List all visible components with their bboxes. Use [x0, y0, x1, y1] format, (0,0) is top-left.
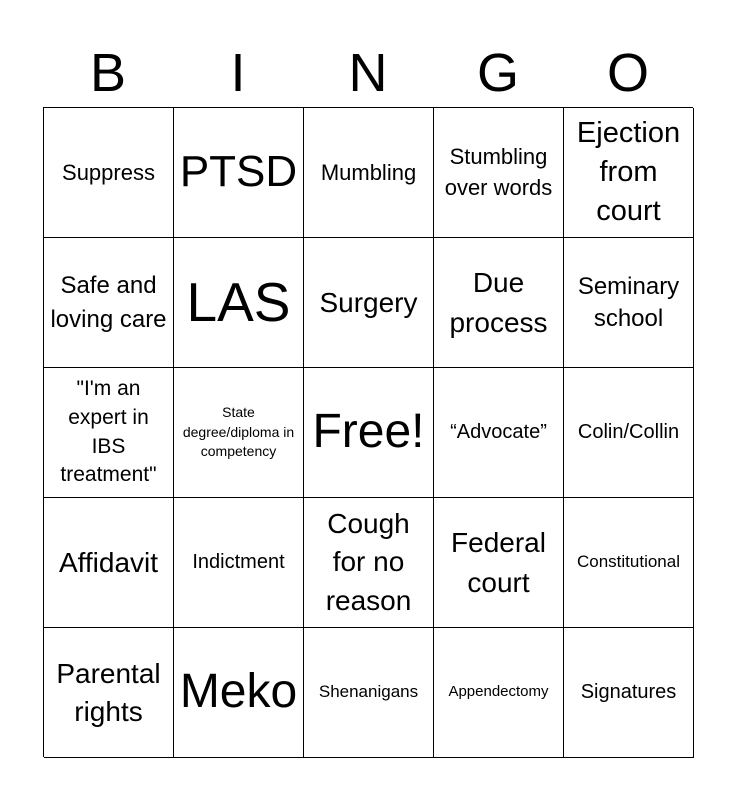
cell-text: Meko [179, 665, 298, 719]
bingo-cell-r5c3[interactable] [304, 628, 434, 758]
cell-text: “Advocate” [450, 421, 547, 443]
cell-text: State degree/diploma in competency [182, 404, 295, 460]
cell-text: Indictment [192, 551, 285, 573]
bingo-cell-r1c4[interactable] [434, 108, 564, 238]
bingo-cell-r5c2[interactable] [174, 628, 304, 758]
cell-text: Federal court [451, 527, 546, 598]
cell-text: Mumbling [320, 159, 417, 185]
bingo-cell-r4c3[interactable] [304, 498, 434, 628]
bingo-cell-r2c4[interactable] [434, 238, 564, 368]
header-letter-b: B [89, 43, 127, 103]
header-letter-i: I [230, 43, 246, 103]
cell-text: Signatures [580, 681, 677, 703]
bingo-cell-r1c2[interactable] [174, 108, 304, 238]
bingo-cell-r4c4[interactable] [434, 498, 564, 628]
header-letter-g: G [476, 43, 519, 103]
cell-text: Colin/Collin [577, 421, 680, 443]
cell-text: Safe and loving care [50, 271, 167, 333]
bingo-cell-r2c3[interactable] [304, 238, 434, 368]
bingo-board [43, 107, 693, 757]
bingo-cell-r1c5[interactable] [564, 108, 694, 238]
cell-text: Stumbling over words [444, 144, 553, 200]
cell-text: LAS [186, 271, 291, 334]
bingo-cell-r5c1[interactable] [44, 628, 174, 758]
bingo-header [43, 40, 693, 106]
cell-text: Seminary school [577, 273, 680, 332]
bingo-cell-r4c2[interactable] [174, 498, 304, 628]
bingo-cell-r1c3[interactable] [304, 108, 434, 238]
bingo-cell-r3c4[interactable] [434, 368, 564, 498]
cell-text: Free! [312, 405, 425, 459]
bingo-cell-r3c5[interactable] [564, 368, 694, 498]
cell-text: Suppress [62, 159, 155, 185]
cell-text: Due process [449, 267, 548, 338]
bingo-cell-r5c5[interactable] [564, 628, 694, 758]
cell-text: "I'm an expert in IBS treatment" [60, 376, 157, 487]
cell-text: Ejection from court [576, 116, 681, 228]
header-letter-o: O [606, 43, 649, 103]
bingo-cell-r2c2[interactable] [174, 238, 304, 368]
bingo-cell-r2c5[interactable] [564, 238, 694, 368]
bingo-cell-r3c1[interactable] [44, 368, 174, 498]
bingo-cell-r3c2[interactable] [174, 368, 304, 498]
cell-text: Constitutional [576, 552, 680, 572]
bingo-cell-r3c3[interactable] [304, 368, 434, 498]
cell-text: Cough for no reason [325, 507, 412, 616]
bingo-cell-r2c1[interactable] [44, 238, 174, 368]
cell-text: Affidavit [58, 546, 159, 578]
cell-text: Surgery [319, 286, 418, 318]
bingo-cell-r4c5[interactable] [564, 498, 694, 628]
cell-text: PTSD [179, 147, 298, 197]
cell-text: Parental rights [56, 658, 161, 727]
bingo-cell-r4c1[interactable] [44, 498, 174, 628]
cell-text: Appendectomy [448, 683, 549, 701]
cell-text: Shenanigans [318, 682, 419, 702]
bingo-cell-r1c1[interactable] [44, 108, 174, 238]
header-letter-n: N [348, 43, 388, 103]
bingo-cell-r5c4[interactable] [434, 628, 564, 758]
